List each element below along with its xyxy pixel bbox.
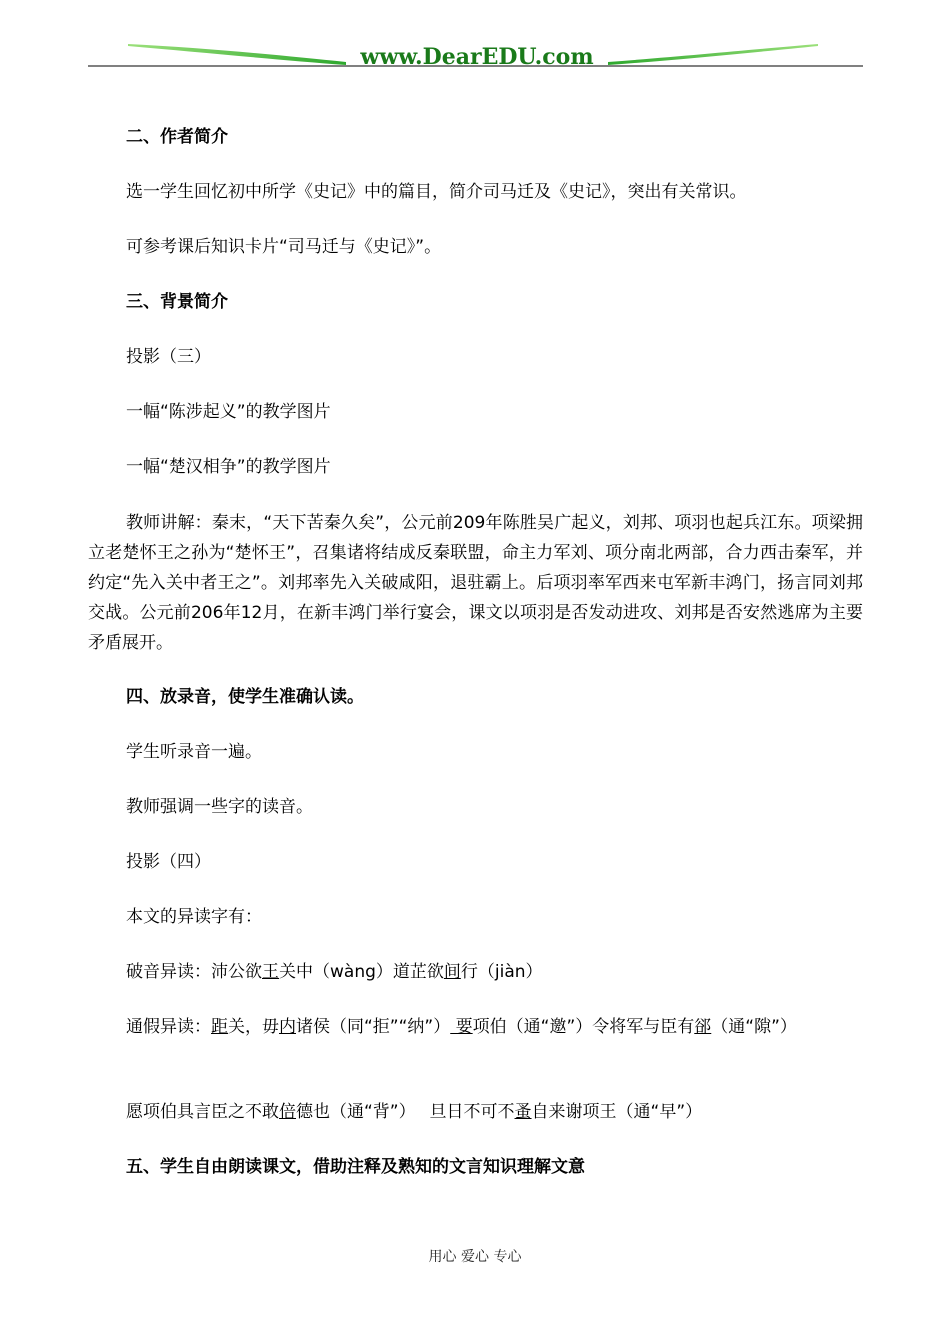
section-4-projection: 投影（四）: [126, 852, 211, 872]
text-run: 关，毋: [228, 1017, 279, 1037]
section-4-paragraph-1: 学生听录音一遍。: [126, 742, 262, 762]
text-run: 愿项伯具言臣之不敢: [126, 1102, 279, 1122]
section-4-paragraph-4: 本文的异读字有：: [126, 907, 262, 927]
underlined-char: 蚤: [514, 1102, 532, 1122]
text-run: 行（jiàn）: [460, 962, 543, 982]
underlined-char: 倍: [279, 1102, 296, 1122]
underlined-char: 郤: [694, 1017, 712, 1037]
section-3-title: 三、背景简介: [126, 292, 228, 312]
section-3-picture-1: 一幅“陈涉起义”的教学图片: [126, 402, 331, 422]
section-5-title: 五、学生自由朗读课文，借助注释及熟知的文言知识理解文意: [126, 1157, 585, 1177]
underlined-char: 内: [279, 1017, 296, 1037]
text-run: 自来谢项王（通“早”）: [531, 1102, 703, 1122]
section-3-projection: 投影（三）: [126, 347, 211, 367]
text-run: （通“隙”）: [711, 1017, 797, 1037]
text-run: 破音异读：沛公欲: [126, 962, 262, 982]
underlined-char: 间: [443, 962, 461, 982]
section-3-teacher-explanation: 教师讲解：秦末，“天下苦秦久矣”，公元前209年陈胜吴广起义，刘邦、项羽也起兵江东。项梁拥立老楚怀王之孙为“楚怀王”，召集诸将结成反秦联盟，命主力军刘、项分南北两部，合力西击秦军，并约定“先入关中者王之”。刘邦率先入关破咸阳，退驻霸上。后项羽率军西来屯军新丰鸿门，扬言同刘邦交战。公元前206年12月，在新丰鸿门举行宴会，课文以项羽是否发动进攻、刘邦是否安然逃席为主要矛盾展开。: [88, 513, 863, 653]
underlined-char: 距: [211, 1017, 228, 1037]
underlined-char: 王: [262, 962, 279, 982]
section-4-title: 四、放录音，使学生准确认读。: [126, 687, 364, 707]
page-footer: 用心 爱心 专心: [428, 1249, 522, 1265]
site-header-banner: [88, 34, 863, 74]
text-run: 通假异读：: [126, 1017, 211, 1037]
text-run: 项伯（通“邀”）令将军与臣有: [472, 1017, 695, 1037]
loan-character-reading: [88, 1012, 863, 1042]
section-3-picture-2: 一幅“楚汉相争”的教学图片: [126, 457, 331, 477]
section-4-paragraph-2: 教师强调一些字的读音。: [126, 797, 313, 817]
section-2-paragraph-2: 可参考课后知识卡片“司马迁与《史记》”。: [126, 237, 442, 257]
text-run: 关中（wàng）道芷欲: [279, 962, 444, 982]
left-swoosh: [128, 44, 346, 65]
section-2-paragraph-1: 选一学生回忆初中所学《史记》中的篇目，简介司马迁及《史记》，突出有关常识。: [126, 182, 747, 202]
header-swoosh-graphic: [88, 34, 863, 74]
polyphone-reading-line: [88, 957, 863, 987]
site-logo-text: www.DearEDU.com: [360, 44, 594, 70]
section-2-title: 二、作者简介: [126, 127, 228, 147]
right-swoosh: [608, 44, 818, 65]
text-run: 诸侯（同“拒”“纳”）: [296, 1017, 451, 1037]
underlined-char: 要: [450, 1017, 473, 1037]
loan-character-reading-2: [88, 1097, 863, 1127]
text-run: 德也（通“背”） 旦日不可不: [296, 1102, 515, 1122]
